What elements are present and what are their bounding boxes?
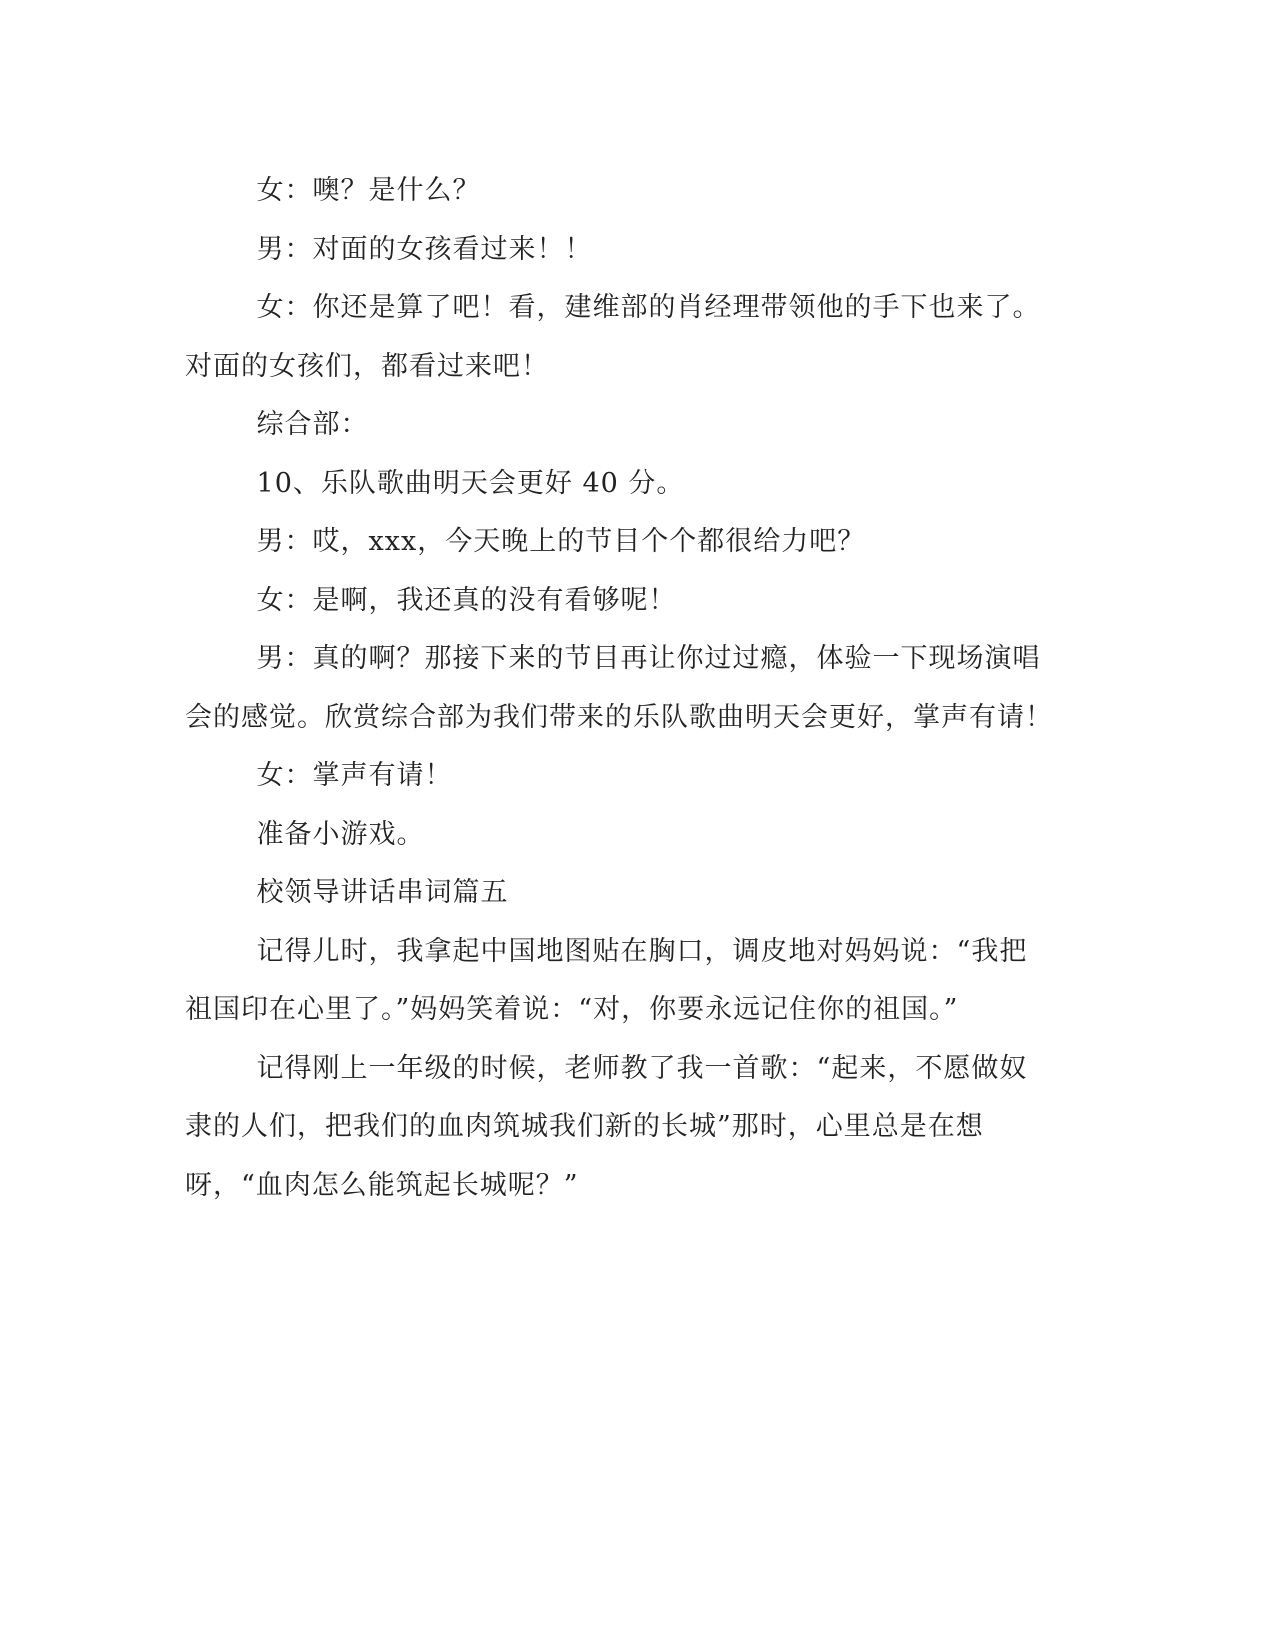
paragraph-10: 准备小游戏。 [256, 818, 425, 850]
section-heading: 校领导讲话串词篇五 [256, 877, 509, 908]
paragraph-6: 男：哎，xxx，今天晚上的节目个个都很给力吧？ [256, 526, 866, 557]
paragraph-7: 女：是啊，我还真的没有看够呢！ [256, 584, 677, 616]
document-body [185, 162, 1055, 1215]
paragraph-13: 记得刚上一年级的时候，老师教了我一首歌：“起来，不愿做奴隶的人们，把我们的血肉筑城我们新的长城”那时，心里总是在想呀，“血肉怎么能筑起长城呢？” [185, 1052, 1028, 1201]
paragraph-8: 男：真的啊？那接下来的节目再让你过过瘾，体验一下现场演唱会的感觉。欣赏综合部为我们带来的乐队歌曲明天会更好，掌声有请！ [185, 643, 1053, 733]
paragraph-5: 10、乐队歌曲明天会更好 40 分。 [256, 467, 685, 499]
paragraph-3: 女：你还是算了吧！看，建维部的肖经理带领他的手下也来了。对面的女孩们，都看过来吧！ [185, 292, 1041, 382]
paragraph-4: 综合部： [256, 409, 369, 440]
paragraph-12: 记得儿时，我拿起中国地图贴在胸口，调皮地对妈妈说：“我把祖国印在心里了。”妈妈笑着说：“对，你要永远记住你的祖国。” [185, 935, 1028, 1025]
paragraph-2: 男：对面的女孩看过来！！ [256, 233, 593, 265]
paragraph-9: 女：掌声有请！ [256, 760, 453, 791]
paragraph-1: 女：噢？是什么？ [256, 175, 481, 206]
